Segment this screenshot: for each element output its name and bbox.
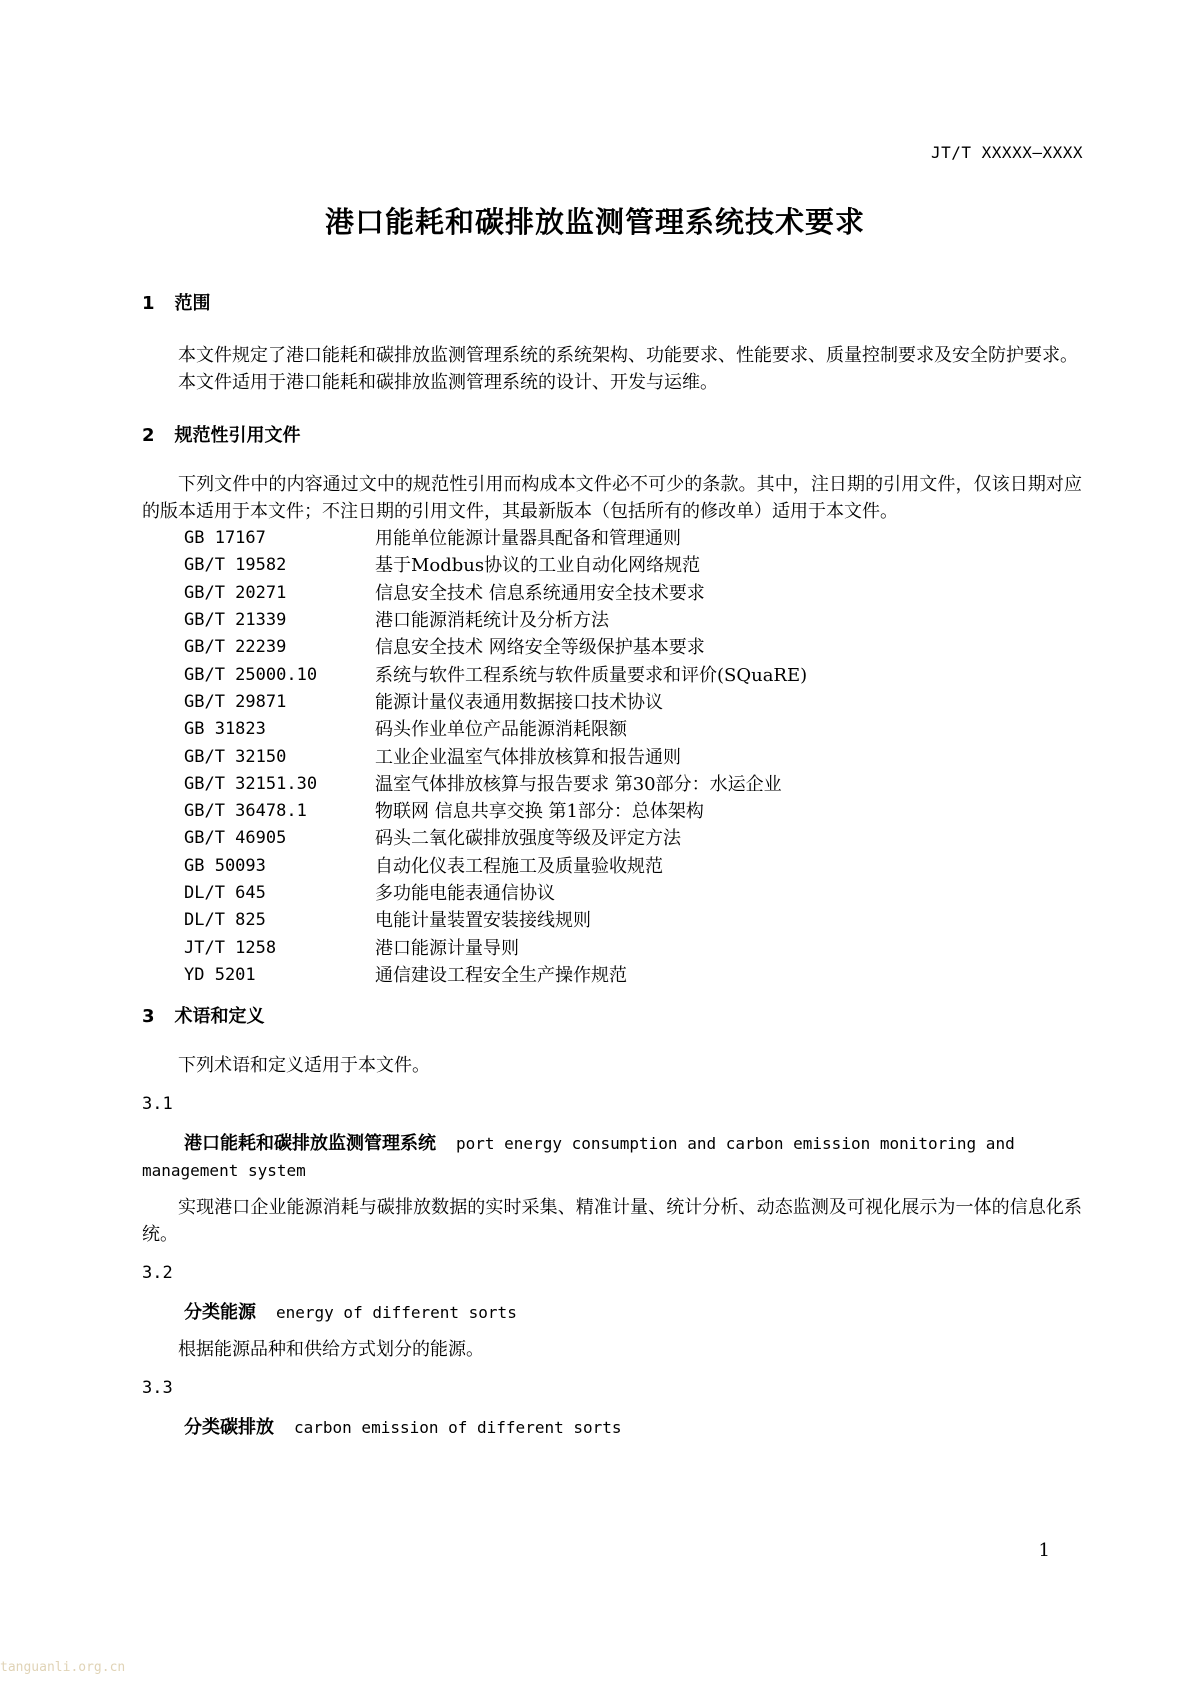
document-body [142,290,1082,1441]
reference-item [184,853,1082,880]
section-number: 2 [142,425,155,446]
reference-title: 码头作业单位产品能源消耗限额 [375,719,627,741]
reference-title: 工业企业温室气体排放核算和报告通则 [375,746,681,768]
term-number: 3.3 [142,1378,173,1399]
section-title: 范围 [174,293,211,314]
reference-code: GB/T 19582 [184,555,287,576]
reference-code: GB 50093 [184,855,266,876]
reference-item [184,552,1082,579]
term-zh: 分类碳排放 [184,1417,274,1439]
page-number: 1 [1038,1540,1050,1561]
reference-code: GB/T 36478.1 [184,801,307,822]
reference-code: GB/T 21339 [184,610,287,631]
document-title: 港口能耗和碳排放监测管理系统技术要求 [324,205,865,239]
reference-title: 用能单位能源计量器具配备和管理通则 [375,528,681,550]
reference-item [184,634,1082,661]
reference-code: GB 31823 [184,719,266,740]
references-intro: 下列文件中的内容通过文中的规范性引用而构成本文件必不可少的条款。其中，注日期的引用文件，仅该日期对应的版本适用于本文件；不注日期的引用文件，其最新版本（包括所有的修改单）适用于本文件。 [142,474,1082,522]
reference-item [184,934,1082,961]
section-title: 规范性引用文件 [174,425,301,446]
reference-item [184,743,1082,770]
reference-code: GB/T 20271 [184,582,287,603]
term-zh: 港口能耗和碳排放监测管理系统 [184,1133,436,1155]
term-number: 3.1 [142,1094,173,1115]
reference-title: 能源计量仪表通用数据接口技术协议 [375,691,663,713]
reference-code: YD 5201 [184,964,256,985]
term-entry [184,1130,1082,1157]
reference-item [184,661,1082,688]
term-en: port energy consumption and carbon emission monitoring and [456,1134,1015,1154]
reference-title: 温室气体排放核算与报告要求 第30部分：水运企业 [375,773,782,795]
reference-code: GB/T 22239 [184,637,287,658]
reference-item [184,689,1082,716]
terms-intro: 下列术语和定义适用于本文件。 [178,1055,430,1077]
section-number: 3 [142,1006,155,1028]
scope-paragraph-2: 本文件适用于港口能耗和碳排放监测管理系统的设计、开发与运维。 [178,372,718,393]
reference-item [184,607,1082,634]
reference-code: JT/T 1258 [184,937,277,958]
document-code: JT/T XXXXX—XXXX [931,143,1083,162]
reference-title: 基于Modbus协议的工业自动化网络规范 [375,555,701,577]
reference-title: 港口能源消耗统计及分析方法 [375,610,609,632]
reference-code: GB/T 25000.10 [184,664,318,685]
reference-code: GB/T 32151.30 [184,773,318,794]
reference-code: GB/T 29871 [184,691,287,712]
reference-title: 系统与软件工程系统与软件质量要求和评价(SQuaRE) [375,664,808,686]
reference-list [184,525,1082,989]
term-number: 3.2 [142,1263,173,1284]
reference-code: DL/T 645 [184,883,266,903]
section-2-heading [142,422,1082,449]
reference-item [184,771,1082,798]
reference-item [184,798,1082,825]
reference-title: 港口能源计量导则 [375,937,519,959]
reference-title: 码头二氧化碳排放强度等级及评定方法 [375,828,681,850]
reference-code: GB 17167 [184,528,266,549]
term-entry [184,1299,1082,1326]
term-en-continued: management system [142,1161,306,1181]
section-number: 1 [142,293,155,314]
section-title: 术语和定义 [174,1006,265,1028]
reference-title: 自动化仪表工程施工及质量验收规范 [375,855,663,877]
reference-item [184,907,1082,934]
reference-item [184,825,1082,852]
term-en: carbon emission of different sorts [294,1418,622,1438]
reference-title: 信息安全技术 信息系统通用安全技术要求 [375,582,705,604]
reference-code: GB/T 46905 [184,828,287,849]
reference-item [184,880,1082,907]
term-zh: 分类能源 [184,1302,256,1324]
reference-title: 电能计量装置安装接线规则 [375,910,591,932]
reference-code: GB/T 32150 [184,746,287,767]
reference-item [184,525,1082,552]
section-3-heading [142,1003,1082,1030]
reference-title: 信息安全技术 网络安全等级保护基本要求 [375,637,705,659]
reference-title: 多功能电能表通信协议 [375,883,555,904]
reference-item [184,580,1082,607]
term-en: energy of different sorts [276,1303,517,1323]
reference-title: 通信建设工程安全生产操作规范 [375,964,627,986]
watermark: tanguanli.org.cn [0,1660,126,1675]
reference-title: 物联网 信息共享交换 第1部分：总体架构 [375,801,704,823]
term-entry [184,1414,1082,1441]
scope-paragraph-1: 本文件规定了港口能耗和碳排放监测管理系统的系统架构、功能要求、性能要求、质量控制要求及安全防护要求。 [178,345,1078,366]
section-1-heading [142,290,1082,317]
reference-item [184,716,1082,743]
reference-code: DL/T 825 [184,910,266,931]
term-definition: 根据能源品种和供给方式划分的能源。 [178,1339,484,1361]
term-definition: 实现港口企业能源消耗与碳排放数据的实时采集、精准计量、统计分析、动态监测及可视化展示为一体的信息化系统。 [142,1197,1082,1246]
reference-item [184,962,1082,989]
